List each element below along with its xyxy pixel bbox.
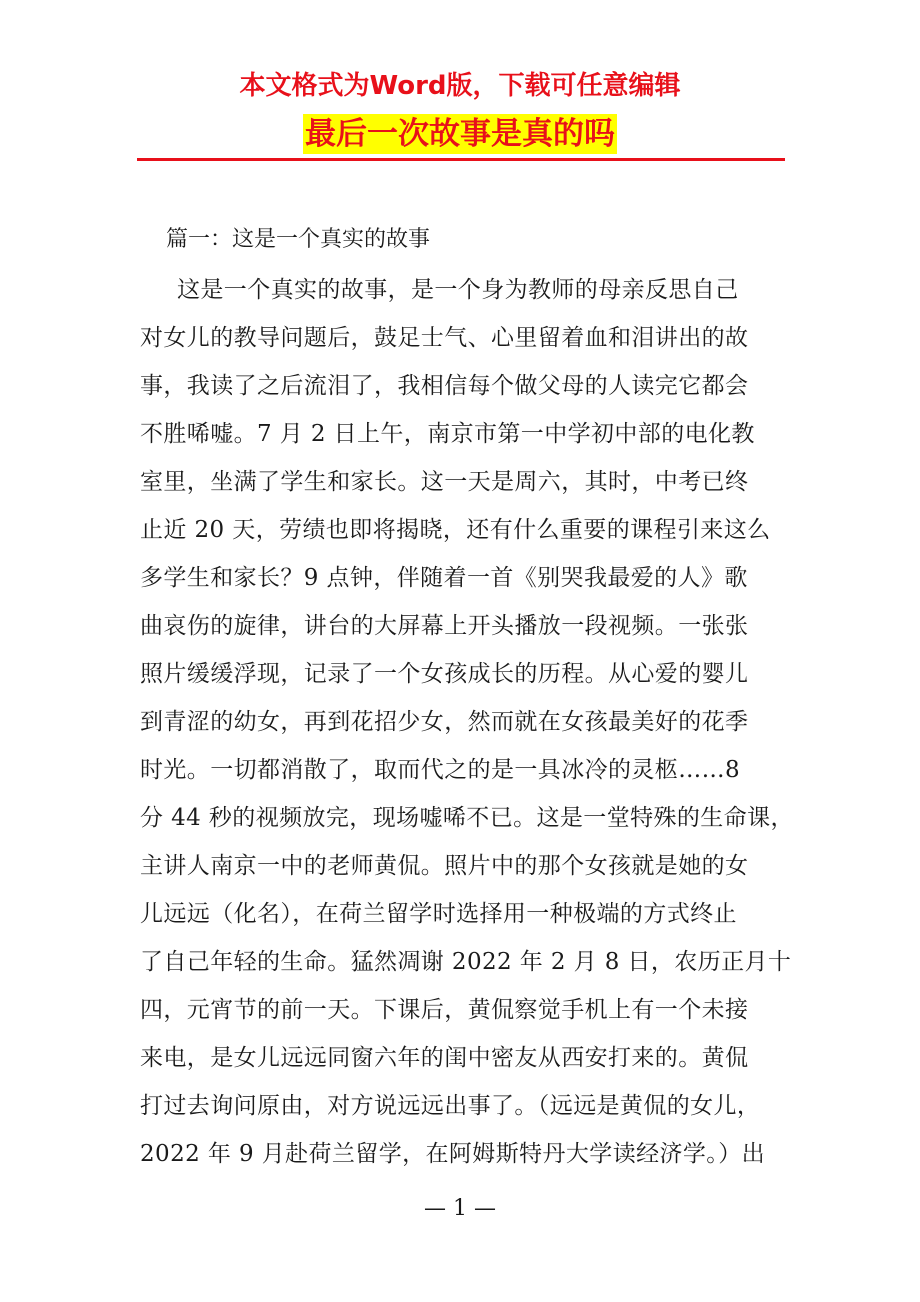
text-line: 照片缓缓浮现，记录了一个女孩成长的历程。从心爱的婴儿: [140, 661, 749, 687]
section-heading: 篇一：这是一个真实的故事: [166, 227, 431, 252]
text-line: 四，元宵节的前一天。下课后，黄侃察觉手机上有一个未接: [140, 997, 749, 1023]
text-line: 分 44 秒的视频放完，现场嘘唏不已。这是一堂特殊的生命课，: [140, 805, 794, 831]
text-line: 来电，是女儿远远同窗六年的闺中密友从西安打来的。黄侃: [140, 1045, 749, 1071]
text-line: 曲哀伤的旋律，讲台的大屏幕上开头播放一段视频。一张张: [140, 613, 749, 639]
format-notice: 本文格式为Word版，下载可任意编辑: [239, 71, 681, 101]
text-line: 到青涩的幼女，再到花招少女，然而就在女孩最美好的花季: [140, 709, 749, 735]
text-line: 儿远远（化名），在荷兰留学时选择用一种极端的方式终止: [140, 901, 737, 927]
title-block: [0, 114, 920, 154]
text-line: 打过去询问原由，对方说远远出事了。（远远是黄侃的女儿，: [140, 1093, 761, 1119]
document-title: 最后一次故事是真的吗: [305, 116, 615, 152]
page-number: — 1 —: [424, 1196, 496, 1221]
text-line: 2022 年 9 月赴荷兰留学，在阿姆斯特丹大学读经济学。）出: [140, 1141, 765, 1167]
text-line: 事，我读了之后流泪了，我相信每个做父母的人读完它都会: [140, 373, 749, 399]
text-line: 主讲人南京一中的老师黄侃。照片中的那个女孩就是她的女: [140, 853, 749, 879]
text-line: 时光。一切都消散了，取而代之的是一具冰冷的灵柩……8: [140, 757, 741, 783]
text-line: 不胜唏嘘。7 月 2 日上午，南京市第一中学初中部的电化教: [140, 421, 755, 447]
title-underline: [137, 158, 785, 161]
text-line: 对女儿的教导问题后，鼓足士气、心里留着血和泪讲出的故: [140, 325, 749, 351]
article-body: [140, 266, 794, 1178]
text-line: 多学生和家长？9 点钟，伴随着一首《别哭我最爱的人》歌: [140, 565, 748, 591]
text-line: 了自己年轻的生命。猛然凋谢 2022 年 2 月 8 日，农历正月十: [140, 949, 792, 975]
text-line: 这是一个真实的故事，是一个身为教师的母亲反思自己: [177, 277, 739, 303]
text-line: 室里，坐满了学生和家长。这一天是周六，其时，中考已终: [140, 469, 749, 495]
text-line: 止近 20 天，劳绩也即将揭晓，还有什么重要的课程引来这么: [140, 517, 771, 543]
